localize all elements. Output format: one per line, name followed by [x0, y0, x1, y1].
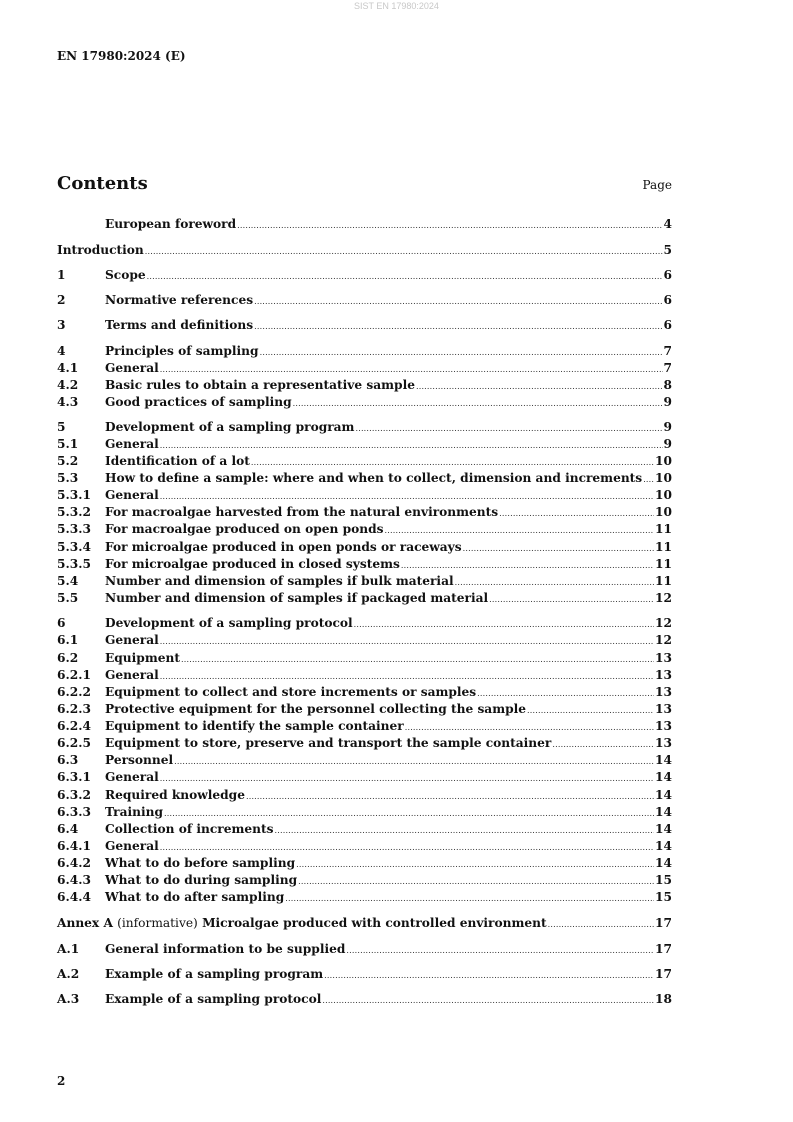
- toc-entry-6-4-1[interactable]: [57, 838, 672, 854]
- dot-leader: [401, 558, 654, 574]
- dot-leader: [254, 319, 662, 335]
- toc-number: 4.2: [57, 378, 79, 392]
- toc-entry-a-3[interactable]: [57, 991, 672, 1007]
- toc-page: 7: [663, 361, 672, 375]
- toc-title: [57, 915, 547, 931]
- dot-leader: [160, 362, 663, 378]
- toc-entry-6-2-4[interactable]: [57, 718, 672, 734]
- toc-number: 1: [57, 268, 66, 282]
- toc-page: 6: [663, 318, 672, 332]
- dot-leader: [160, 634, 654, 650]
- toc-title: What to do before sampling: [105, 856, 296, 870]
- toc-entry-annex-a[interactable]: [57, 915, 672, 931]
- toc-page: 15: [655, 873, 672, 887]
- dot-leader: [527, 703, 654, 719]
- toc-title: Principles of sampling: [105, 344, 259, 358]
- toc-number: 6.2.4: [57, 719, 91, 733]
- toc-entry-4-3[interactable]: [57, 394, 672, 410]
- toc-page: 14: [655, 805, 672, 819]
- footer-page-number: 2: [57, 1074, 66, 1088]
- toc-title: Equipment to collect and store increments or samples: [105, 685, 477, 699]
- toc-entry-4[interactable]: [57, 343, 672, 359]
- dot-leader: [160, 669, 654, 685]
- toc-entry-5-2[interactable]: [57, 453, 672, 469]
- toc-entry-a-2[interactable]: [57, 966, 672, 982]
- toc-entry-6-3-3[interactable]: [57, 804, 672, 820]
- dot-leader: [416, 379, 663, 395]
- toc-title: Collection of increments: [105, 822, 274, 836]
- toc-number: 6: [57, 616, 66, 630]
- toc-number: 6.2: [57, 651, 79, 665]
- toc-title: Scope: [105, 268, 146, 282]
- dot-leader: [322, 993, 654, 1009]
- toc-page: 11: [655, 522, 672, 536]
- toc-title: General: [105, 488, 159, 502]
- dot-leader: [463, 541, 654, 557]
- toc-number: 6.3.1: [57, 770, 91, 784]
- dot-leader: [160, 438, 663, 454]
- toc-title: Training: [105, 805, 164, 819]
- toc-page: 9: [663, 437, 672, 451]
- toc-page: 13: [655, 719, 672, 733]
- toc-entry-5-3-5[interactable]: [57, 556, 672, 572]
- dot-leader: [354, 617, 654, 633]
- toc-number: 5.5: [57, 591, 79, 605]
- toc-page: 17: [655, 967, 672, 981]
- toc-page: 10: [655, 471, 672, 485]
- toc-number: 3: [57, 318, 66, 332]
- dot-leader: [251, 455, 654, 471]
- dot-leader: [181, 652, 654, 668]
- toc-title: What to do during sampling: [105, 873, 298, 887]
- toc-number: 6.2.2: [57, 685, 91, 699]
- toc-page: 13: [655, 702, 672, 716]
- toc-page: 14: [655, 839, 672, 853]
- dot-leader: [552, 737, 654, 753]
- toc-number: 6.4.2: [57, 856, 91, 870]
- toc-number: 6.1: [57, 633, 79, 647]
- toc-entry-6-2-1[interactable]: [57, 667, 672, 683]
- dot-leader: [285, 891, 654, 907]
- toc-page: 10: [655, 505, 672, 519]
- toc-page: 14: [655, 822, 672, 836]
- toc-title: Required knowledge: [105, 788, 245, 802]
- toc-page: 12: [655, 616, 672, 630]
- toc-title: Number and dimension of samples if packaged material: [105, 591, 489, 605]
- toc-page: 12: [655, 591, 672, 605]
- toc-page: 10: [655, 488, 672, 502]
- dot-leader: [160, 771, 654, 787]
- toc-entry-6-4-2[interactable]: [57, 855, 672, 871]
- toc-page: 14: [655, 753, 672, 767]
- toc-entry-5-3-4[interactable]: [57, 539, 672, 555]
- toc-title: General: [105, 633, 159, 647]
- dot-leader: [174, 754, 654, 770]
- toc-page: 13: [655, 651, 672, 665]
- toc-page: 11: [655, 557, 672, 571]
- toc-title: What to do after sampling: [105, 890, 285, 904]
- toc-title: Personnel: [105, 753, 174, 767]
- page-column-heading: Page: [642, 178, 672, 192]
- dot-leader: [293, 396, 663, 412]
- toc-number: 4: [57, 344, 66, 358]
- toc-page: 13: [655, 736, 672, 750]
- toc-number: 6.3.2: [57, 788, 91, 802]
- dot-leader: [405, 720, 654, 736]
- toc-page: 17: [655, 916, 672, 930]
- toc-page: 17: [655, 942, 672, 956]
- toc-entry-6-4[interactable]: [57, 821, 672, 837]
- document-id: EN 17980:2024 (E): [57, 49, 186, 63]
- toc-entry-introduction[interactable]: [57, 242, 672, 258]
- dot-leader: [296, 857, 654, 873]
- contents-heading: Contents: [57, 173, 148, 194]
- watermark: SIST EN 17980:2024: [354, 1, 439, 11]
- toc-title: Equipment: [105, 651, 180, 665]
- dot-leader: [147, 269, 663, 285]
- toc-title: Number and dimension of samples if bulk material: [105, 574, 454, 588]
- toc-title: Example of a sampling program: [105, 967, 324, 981]
- dot-leader: [274, 823, 654, 839]
- toc-page: 14: [655, 788, 672, 802]
- dot-leader: [160, 840, 654, 856]
- dot-leader: [346, 943, 654, 959]
- toc-entry-6-1[interactable]: [57, 632, 672, 648]
- dot-leader: [145, 244, 663, 260]
- dot-leader: [385, 523, 655, 539]
- toc-entry-6-2-5[interactable]: [57, 735, 672, 751]
- toc-title: Normative references: [105, 293, 254, 307]
- toc-title: Basic rules to obtain a representative sample: [105, 378, 415, 392]
- dot-leader: [477, 686, 654, 702]
- dot-leader: [160, 489, 654, 505]
- dot-leader: [237, 218, 662, 234]
- toc-title: General: [105, 839, 159, 853]
- toc-title: Equipment to identify the sample container: [105, 719, 404, 733]
- toc-title: For microalgae produced in open ponds or raceways: [105, 540, 462, 554]
- toc-entry-6-4-3[interactable]: [57, 872, 672, 888]
- toc-number: 5: [57, 420, 66, 434]
- toc-title: For microalgae produced in closed systems: [105, 557, 400, 571]
- toc-title: Good practices of sampling: [105, 395, 292, 409]
- annex-title: Microalgae produced with controlled environment: [202, 916, 547, 930]
- toc-title: Development of a sampling protocol: [105, 616, 353, 630]
- toc-entry-6-3[interactable]: [57, 752, 672, 768]
- toc-number: 5.3.4: [57, 540, 91, 554]
- toc-number: 5.3.5: [57, 557, 91, 571]
- toc-entry-6-2-3[interactable]: [57, 701, 672, 717]
- toc-number: 5.3.2: [57, 505, 91, 519]
- toc-entry-6-3-1[interactable]: [57, 769, 672, 785]
- toc-number: 6.2.5: [57, 736, 91, 750]
- toc-entry-6[interactable]: [57, 615, 672, 631]
- toc-number: 5.4: [57, 574, 79, 588]
- toc-page: 11: [655, 574, 672, 588]
- toc-entry-5-1[interactable]: [57, 436, 672, 452]
- toc-title: General: [105, 770, 159, 784]
- toc-number: 5.2: [57, 454, 79, 468]
- dot-leader: [260, 345, 663, 361]
- toc-number: 5.1: [57, 437, 79, 451]
- toc-entry-6-4-4[interactable]: [57, 889, 672, 905]
- toc-title: Equipment to store, preserve and transport the sample container: [105, 736, 552, 750]
- annex-type: (informative): [117, 916, 198, 930]
- toc-page: 7: [663, 344, 672, 358]
- dot-leader: [499, 506, 654, 522]
- toc-entry-5-5[interactable]: [57, 590, 672, 606]
- toc-entry-2[interactable]: [57, 292, 672, 308]
- toc-title: How to define a sample: where and when to collect, dimension and increments: [105, 471, 643, 485]
- toc-number: 6.3: [57, 753, 79, 767]
- dot-leader: [643, 472, 654, 488]
- dot-leader: [254, 294, 662, 310]
- toc-page: 10: [655, 454, 672, 468]
- toc-title: For macroalgae harvested from the natural environments: [105, 505, 499, 519]
- dot-leader: [489, 592, 654, 608]
- dot-leader: [324, 968, 654, 984]
- toc-title: For macroalgae produced on open ponds: [105, 522, 384, 536]
- toc-page: 13: [655, 668, 672, 682]
- toc-number: 2: [57, 293, 66, 307]
- toc-page: 14: [655, 770, 672, 784]
- toc-entry-6-3-2[interactable]: [57, 787, 672, 803]
- toc-page: 8: [663, 378, 672, 392]
- toc-number: 6.4: [57, 822, 79, 836]
- toc-page: 14: [655, 856, 672, 870]
- dot-leader: [455, 575, 654, 591]
- toc-title: Example of a sampling protocol: [105, 992, 322, 1006]
- toc-title: Terms and definitions: [105, 318, 254, 332]
- toc-entry-6-2-2[interactable]: [57, 684, 672, 700]
- toc-number: 4.1: [57, 361, 79, 375]
- toc-number: 5.3.3: [57, 522, 91, 536]
- toc-entry-5-3-3[interactable]: [57, 521, 672, 537]
- toc-page: 18: [655, 992, 672, 1006]
- toc-entry-5-3[interactable]: [57, 470, 672, 486]
- toc-number: A.1: [57, 942, 80, 956]
- dot-leader: [355, 421, 662, 437]
- dot-leader: [246, 789, 654, 805]
- toc-number: 6.2.3: [57, 702, 91, 716]
- toc-entry-5[interactable]: [57, 419, 672, 435]
- toc-entry-5-3-1[interactable]: [57, 487, 672, 503]
- toc-number: 6.4.4: [57, 890, 91, 904]
- toc-number: 5.3.1: [57, 488, 91, 502]
- toc-entry-1[interactable]: [57, 267, 672, 283]
- toc-title: Protective equipment for the personnel collecting the sample: [105, 702, 527, 716]
- dot-leader: [548, 917, 654, 933]
- toc-page: 4: [663, 217, 672, 231]
- annex-label: Annex A: [57, 916, 113, 930]
- toc-entry-5-3-2[interactable]: [57, 504, 672, 520]
- toc-entry-3[interactable]: [57, 317, 672, 333]
- toc-entry-4-2[interactable]: [57, 377, 672, 393]
- toc-entry-4-1[interactable]: [57, 360, 672, 376]
- toc-number: A.2: [57, 967, 80, 981]
- toc-page: 6: [663, 268, 672, 282]
- toc-entry-foreword[interactable]: [57, 216, 672, 232]
- toc-page: 13: [655, 685, 672, 699]
- dot-leader: [298, 874, 654, 890]
- toc-page: 9: [663, 420, 672, 434]
- toc-number: 6.3.3: [57, 805, 91, 819]
- toc-page: 6: [663, 293, 672, 307]
- toc-title: General information to be supplied: [105, 942, 346, 956]
- toc-page: 12: [655, 633, 672, 647]
- toc-entry-a-1[interactable]: [57, 941, 672, 957]
- toc-title: European foreword: [105, 217, 237, 231]
- dot-leader: [164, 806, 654, 822]
- toc-number: 4.3: [57, 395, 79, 409]
- toc-page: 9: [663, 395, 672, 409]
- toc-number: 6.4.1: [57, 839, 91, 853]
- toc-number: 5.3: [57, 471, 79, 485]
- toc-title: Development of a sampling program: [105, 420, 355, 434]
- toc-title: Introduction: [57, 243, 144, 257]
- toc-title: Identification of a lot: [105, 454, 250, 468]
- toc-number: A.3: [57, 992, 80, 1006]
- toc-title: General: [105, 361, 159, 375]
- toc-page: 11: [655, 540, 672, 554]
- toc-entry-6-2[interactable]: [57, 650, 672, 666]
- toc-title: General: [105, 668, 159, 682]
- toc-page: 15: [655, 890, 672, 904]
- toc-number: 6.2.1: [57, 668, 91, 682]
- toc-title: General: [105, 437, 159, 451]
- toc-number: 6.4.3: [57, 873, 91, 887]
- toc-page: 5: [663, 243, 672, 257]
- toc-entry-5-4[interactable]: [57, 573, 672, 589]
